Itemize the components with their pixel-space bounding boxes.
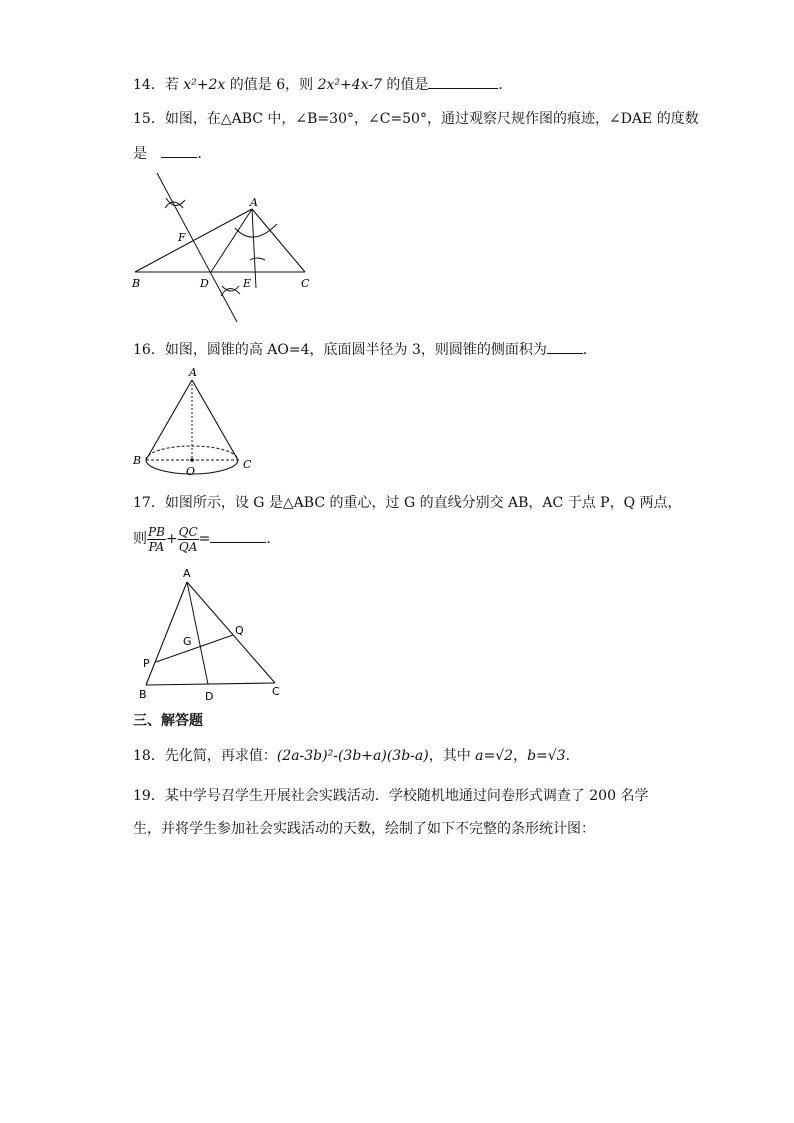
fraction-pb-pa	[147, 525, 166, 554]
question-text: 若	[164, 77, 184, 93]
label-E: E	[243, 277, 252, 290]
figure-q16-cone	[128, 364, 268, 479]
answer-blank	[428, 74, 498, 89]
separator: ，	[513, 748, 528, 764]
label-G: G	[183, 635, 192, 648]
question-text: ．	[266, 531, 281, 547]
question-number: 15．	[133, 111, 165, 127]
section-heading: 三、解答题	[133, 713, 203, 729]
condition-a: a=√2	[475, 748, 514, 764]
question-18	[133, 747, 580, 765]
label-F: F	[178, 231, 186, 244]
question-number: 18．	[133, 748, 165, 764]
question-number: 14．	[133, 77, 165, 93]
fraction-denominator: QA	[178, 539, 198, 554]
question-number: 19．	[133, 788, 165, 804]
label-D: D	[200, 277, 209, 290]
question-text: ．	[498, 77, 513, 93]
question-14	[133, 74, 512, 94]
question-19-line2	[133, 820, 595, 838]
label-C: C	[243, 458, 252, 471]
answer-blank	[210, 528, 266, 543]
label-P: P	[143, 657, 150, 670]
fraction-numerator: PB	[148, 524, 165, 539]
label-B: B	[132, 277, 141, 290]
figure-q15-triangle	[125, 168, 325, 328]
question-17-line2	[133, 522, 280, 556]
fraction-qc-qa	[178, 525, 199, 554]
label-A: A	[189, 366, 197, 379]
plus-sign: +	[165, 531, 178, 547]
question-text: 是	[133, 146, 152, 162]
label-D: D	[205, 690, 214, 703]
math-expression: 2x²+4x-7	[317, 77, 382, 93]
question-text: 先化简，再求值：	[164, 748, 277, 764]
answer-blank	[547, 339, 583, 354]
question-17-line1	[133, 494, 682, 512]
label-O: O	[186, 465, 196, 478]
label-Q: Q	[235, 624, 244, 637]
question-text: ．	[582, 342, 597, 358]
question-15-line2	[133, 143, 211, 163]
question-19-line1	[133, 787, 648, 805]
question-text: 的值是	[381, 77, 429, 93]
question-number: 17．	[133, 495, 165, 511]
equals-sign: =	[198, 531, 211, 547]
question-number: 16．	[133, 342, 165, 358]
label-A: A	[183, 567, 191, 580]
question-text: 如图，在△ABC 中，∠B=30°，∠C=50°，通过观察尺规作图的痕迹，∠DAE 的度数	[164, 111, 699, 127]
question-text: 如图所示，设 G 是△ABC 的重心，过 G 的直线分别交 AB，AC 于点 P，Q 两点，	[164, 495, 682, 511]
label-B: B	[133, 454, 142, 467]
math-expression: x²+2x	[183, 77, 226, 93]
question-15-line1	[133, 110, 699, 128]
label-C: C	[272, 685, 280, 698]
label-A: A	[250, 196, 258, 209]
question-text: ，其中	[428, 748, 476, 764]
question-text: ．	[197, 146, 212, 162]
math-expression: (2a-3b)²-(3b+a)(3b-a)	[276, 748, 429, 764]
question-text: ．	[565, 748, 580, 764]
label-B: B	[139, 688, 147, 701]
question-text: 某中学号召学生开展社会实践活动．学校随机地通过问卷形式调查了 200 名学	[164, 788, 649, 804]
figure-q17-centroid	[133, 564, 293, 706]
question-text: 的值是 6，则	[225, 77, 318, 93]
condition-b: b=√3	[527, 748, 566, 764]
question-text: 生，并将学生参加社会实践活动的天数，绘制了如下不完整的条形统计图：	[133, 821, 595, 837]
fraction-denominator: PA	[148, 539, 165, 554]
answer-blank	[161, 143, 197, 158]
question-text: 如图，圆锥的高 AO=4，底面圆半径为 3，则圆锥的侧面积为	[164, 342, 547, 358]
label-C: C	[301, 277, 310, 290]
fraction-numerator: QC	[178, 524, 198, 539]
question-text: 则	[133, 531, 147, 547]
question-16	[133, 339, 597, 359]
